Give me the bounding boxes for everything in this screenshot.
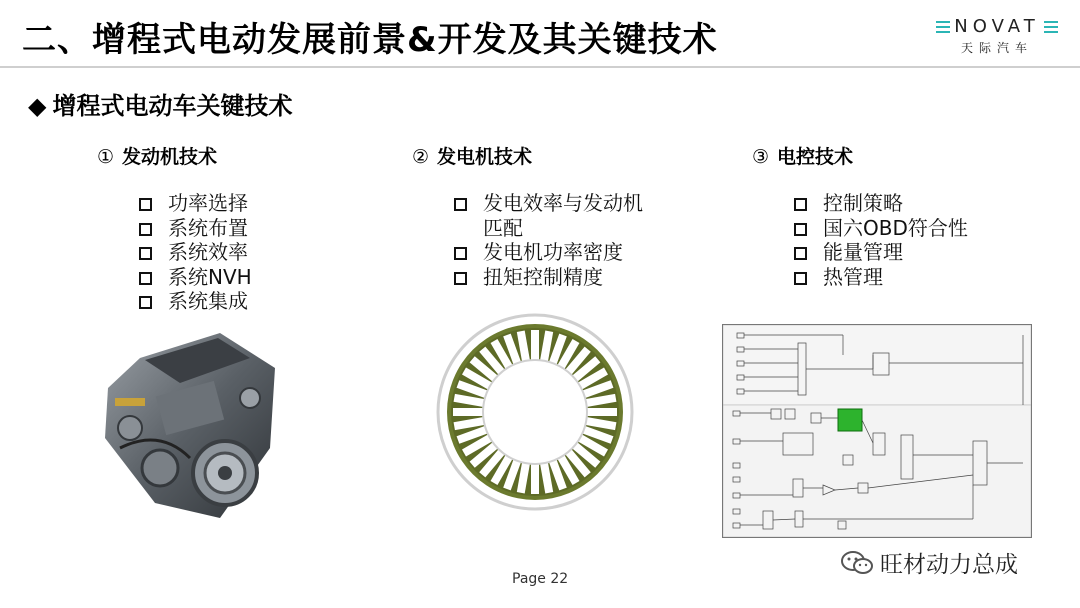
section-heading-text: 增程式电动车关键技术 — [52, 92, 293, 120]
list-item-text: 功率选择 — [168, 191, 248, 215]
list-item-text: 系统效率 — [168, 240, 248, 264]
item-list — [139, 191, 252, 314]
list-item — [139, 191, 252, 216]
stator-slot — [583, 408, 617, 416]
list-item-text: 热管理 — [823, 264, 883, 289]
stator-slot — [531, 460, 539, 494]
section-heading — [28, 86, 292, 121]
checkbox-icon — [139, 272, 152, 285]
item-list — [454, 191, 654, 289]
stator-slot — [453, 408, 487, 416]
list-item — [454, 240, 654, 265]
list-item-text: 发电效率与发动机匹配 — [483, 191, 643, 240]
column-number: ② — [412, 146, 430, 168]
column-title-text: 电控技术 — [777, 146, 854, 168]
list-item-text: 系统集成 — [168, 289, 248, 313]
list-item-text: 系统NVH — [168, 264, 252, 289]
logo-subtitle: 天际汽车 — [960, 41, 1033, 55]
checkbox-icon — [794, 247, 807, 260]
column-title — [752, 142, 968, 169]
column-control — [752, 142, 968, 289]
list-item-text: 国六OBD符合性 — [823, 215, 968, 240]
checkbox-icon — [454, 272, 467, 285]
logo-bars-icon — [936, 21, 950, 33]
checkbox-icon — [139, 223, 152, 236]
list-item — [454, 191, 654, 240]
list-item-text: 扭矩控制精度 — [483, 264, 603, 289]
list-item — [139, 216, 252, 241]
column-number: ① — [97, 146, 115, 168]
logo-bars-icon — [1044, 21, 1058, 33]
column-engine — [97, 142, 252, 314]
checkbox-icon — [139, 198, 152, 211]
list-item — [794, 265, 968, 290]
engine-image — [100, 328, 280, 528]
checkbox-icon — [139, 296, 152, 309]
stator-slot — [531, 330, 539, 364]
watermark-text: 旺材动力总成 — [880, 552, 1018, 578]
item-list — [794, 191, 968, 289]
list-item-text: 系统布置 — [168, 215, 248, 240]
checkbox-icon — [454, 198, 467, 211]
list-item — [139, 265, 252, 290]
header-divider — [0, 66, 1080, 68]
stator-image — [435, 312, 635, 512]
column-title-text: 发动机技术 — [122, 146, 218, 168]
checkbox-icon — [454, 247, 467, 260]
checkbox-icon — [139, 247, 152, 260]
page-title: 二、增程式电动发展前景&开发及其关键技术 — [22, 20, 718, 60]
column-title — [412, 142, 654, 169]
brand-logo — [932, 16, 1062, 56]
diamond-icon: ◆ — [28, 92, 47, 120]
list-item — [794, 240, 968, 265]
checkbox-icon — [794, 223, 807, 236]
wechat-icon — [840, 549, 874, 577]
column-generator — [412, 142, 654, 289]
list-item-text: 发电机功率密度 — [483, 240, 623, 264]
control-model-diagram — [722, 324, 1032, 538]
list-item — [794, 216, 968, 241]
list-item-text: 控制策略 — [823, 191, 903, 215]
list-item-text: 能量管理 — [823, 240, 903, 264]
column-title — [97, 142, 252, 169]
logo-wordmark: NOVAT — [954, 16, 1040, 37]
list-item — [139, 240, 252, 265]
checkbox-icon — [794, 198, 807, 211]
page-number: Page 22 — [512, 571, 569, 587]
column-number: ③ — [752, 146, 770, 168]
list-item — [794, 191, 968, 216]
watermark — [840, 546, 1018, 579]
column-title-text: 发电机技术 — [437, 146, 533, 168]
checkbox-icon — [794, 272, 807, 285]
list-item — [454, 265, 654, 290]
list-item — [139, 289, 252, 314]
